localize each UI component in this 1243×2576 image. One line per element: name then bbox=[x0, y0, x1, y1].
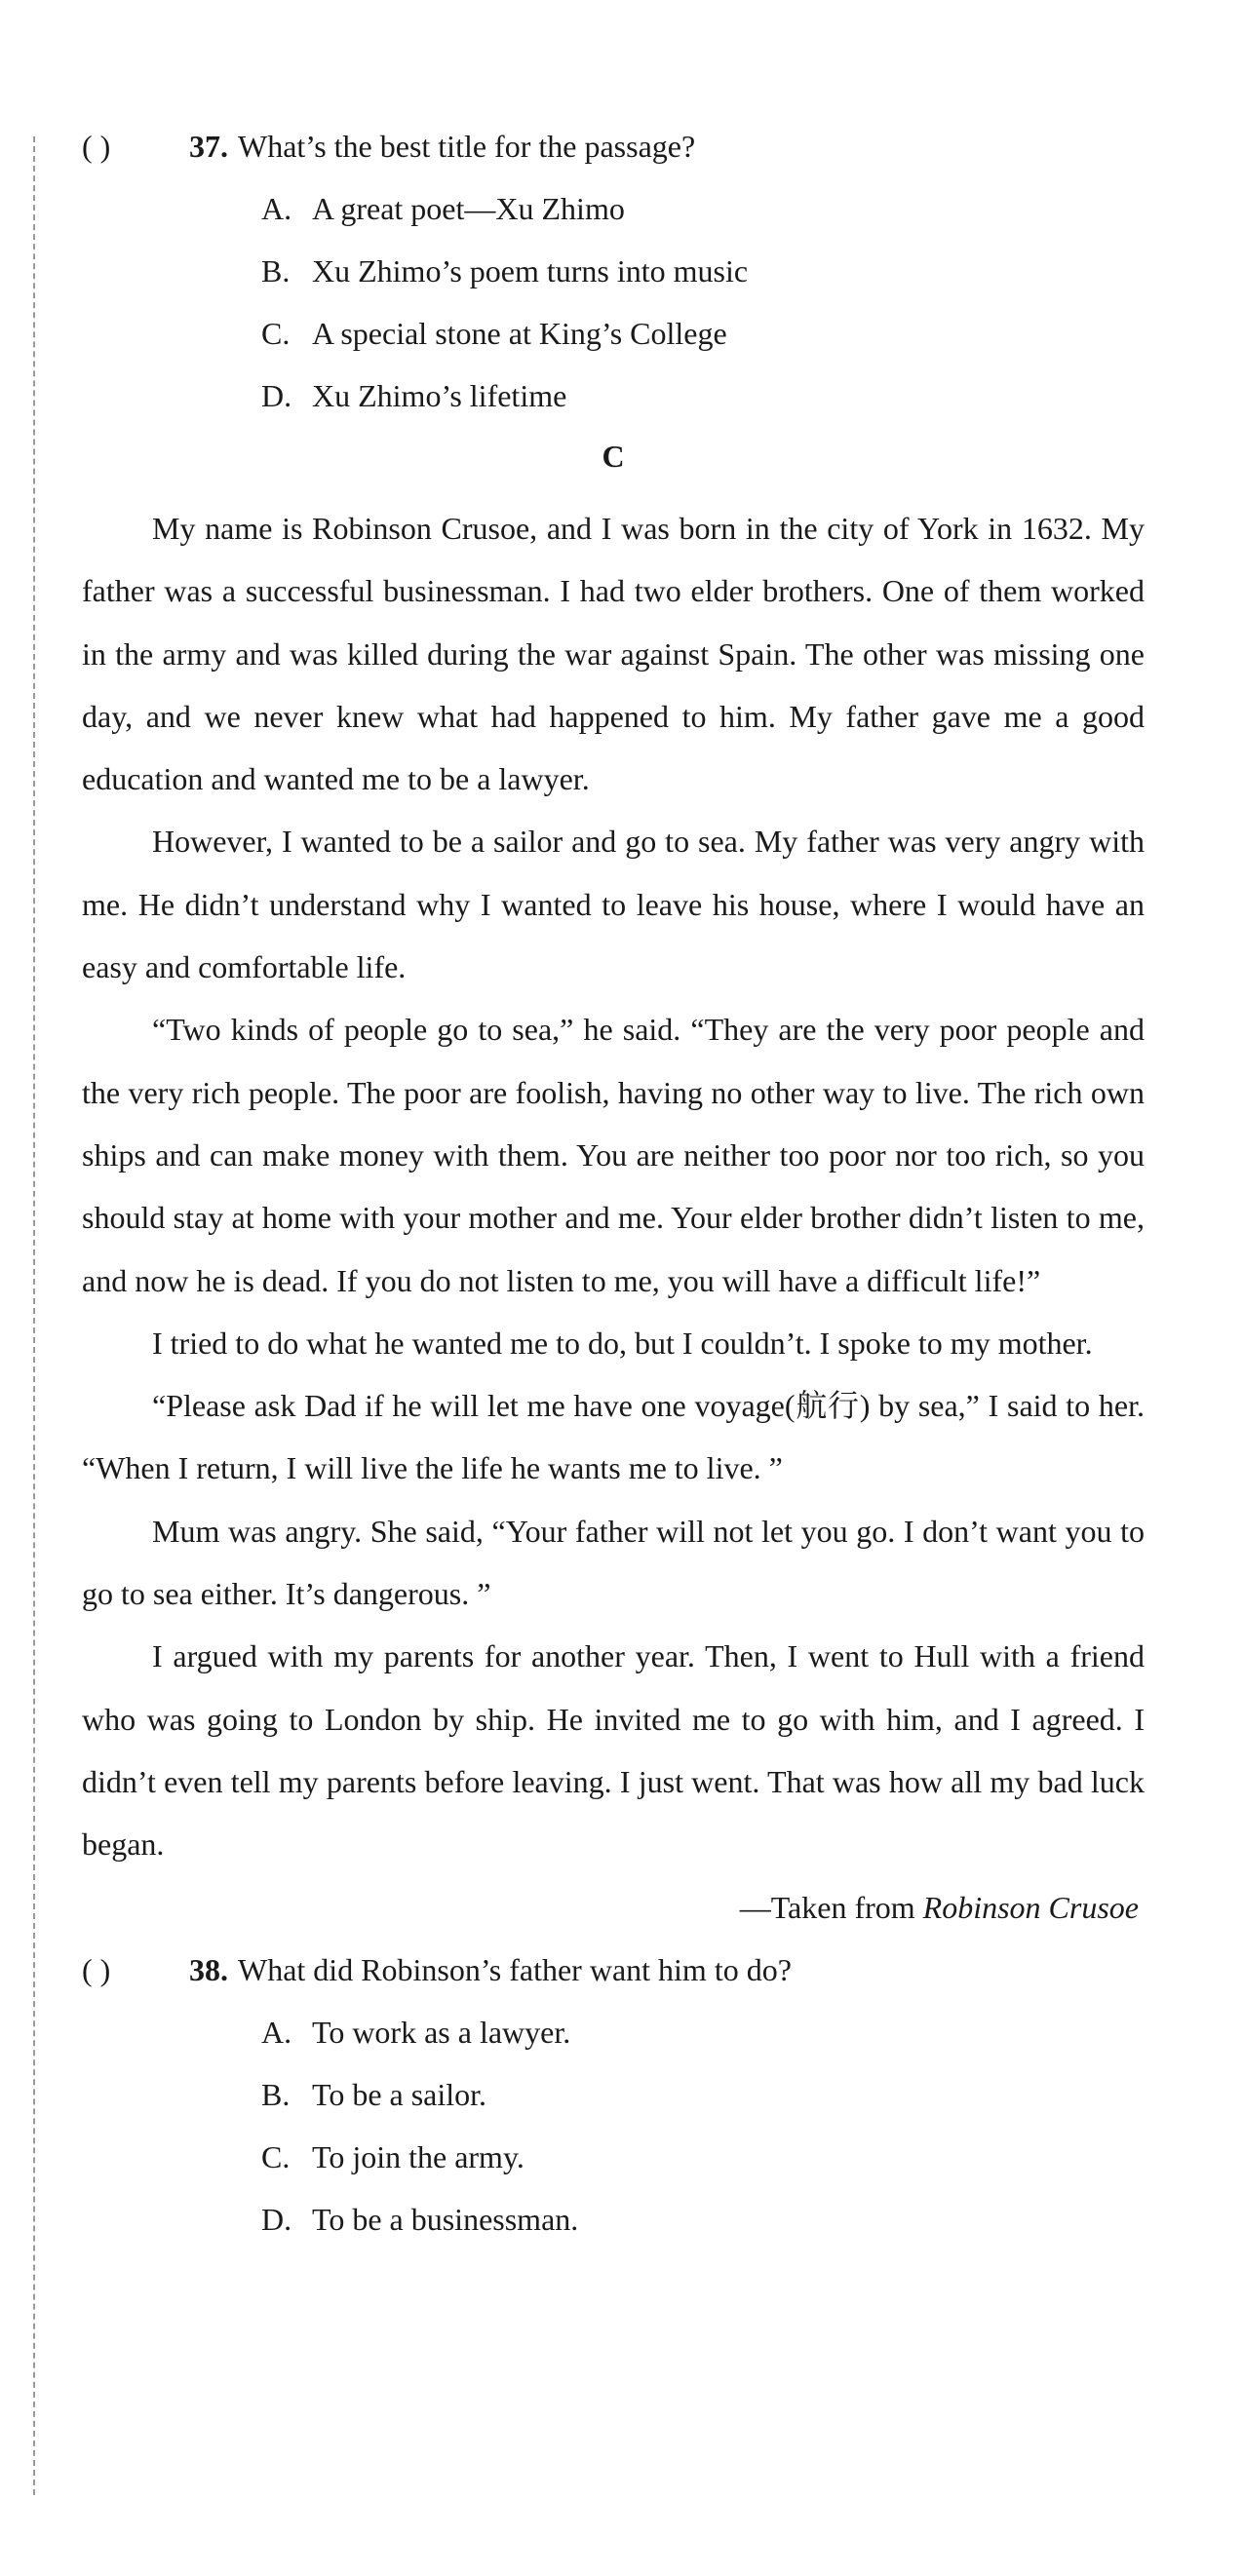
question-text-37: What’s the best title for the passage? bbox=[238, 129, 696, 164]
option-text: To join the army. bbox=[312, 2138, 524, 2174]
source-book-title: Robinson Crusoe bbox=[922, 1889, 1139, 1925]
question-number-38: 38. bbox=[189, 1951, 228, 1987]
source-prefix: —Taken from bbox=[739, 1889, 923, 1925]
option-text: To work as a lawyer. bbox=[312, 2014, 571, 2050]
option-letter: D. bbox=[261, 378, 292, 413]
option-37-a bbox=[261, 189, 1145, 228]
option-38-d bbox=[261, 2200, 1145, 2239]
answer-blank-37[interactable]: ( ) bbox=[82, 129, 111, 164]
passage-paragraph-4: I tried to do what he wanted me to do, but I couldn’t. I spoke to my mother. bbox=[152, 1325, 1093, 1361]
question-37 bbox=[82, 127, 1145, 166]
passage-paragraph-1: My name is Robinson Crusoe, and I was born in the city of York in 1632. My father was a successful businessman. I had two elder brothers. One of them worked in the army and was killed during the war against Spain. The other was missing one day, and we never knew what had happened to him. My father gave me a good education and wanted me to be a lawyer. bbox=[82, 511, 1145, 797]
question-number-37: 37. bbox=[189, 129, 228, 164]
question-38 bbox=[82, 1950, 1145, 1989]
option-letter: B. bbox=[261, 2076, 291, 2112]
option-text: To be a businessman. bbox=[312, 2201, 579, 2237]
option-letter: C. bbox=[261, 316, 291, 351]
option-letter: C. bbox=[261, 2138, 291, 2174]
reading-passage bbox=[82, 497, 1145, 1876]
passage-paragraph-2: However, I wanted to be a sailor and go to sea. My father was very angry with me. He didn’t understand why I wanted to leave his house, where I would have an easy and comfortable life. bbox=[82, 824, 1145, 985]
option-letter: D. bbox=[261, 2201, 292, 2237]
option-37-d bbox=[261, 376, 1145, 415]
option-37-b bbox=[261, 251, 1145, 290]
option-letter: A. bbox=[261, 2014, 292, 2050]
option-text: A great poet—Xu Zhimo bbox=[312, 191, 625, 226]
option-text: A special stone at King’s College bbox=[312, 316, 727, 351]
passage-paragraph-7: I argued with my parents for another year. Then, I went to Hull with a friend who was going to London by ship. He invited me to go with him, and I agreed. I didn’t even tell my parents before leaving. I just went. That was how all my bad luck began. bbox=[82, 1638, 1145, 1863]
option-letter: B. bbox=[261, 253, 291, 288]
option-text: Xu Zhimo’s lifetime bbox=[312, 378, 567, 413]
option-text: Xu Zhimo’s poem turns into music bbox=[312, 253, 749, 288]
option-38-a bbox=[261, 2013, 1145, 2052]
passage-paragraph-5: “Please ask Dad if he will let me have one voyage(航行) by sea,” I said to her. “When I return, I will live the life he wants me to live. ” bbox=[82, 1388, 1145, 1486]
binding-dashed-line bbox=[33, 136, 35, 2495]
option-38-b bbox=[261, 2075, 1145, 2114]
options-37 bbox=[82, 189, 1145, 415]
passage-paragraph-3: “Two kinds of people go to sea,” he said. “They are the very poor people and the very rich people. The poor are foolish, having no other way to live. The rich own ships and can make money with them. You are neither too poor nor too rich, so you should stay at home with your mother and me. Your elder brother didn’t listen to me, and now he is dead. If you do not listen to me, you will have a difficult life!” bbox=[82, 1012, 1145, 1298]
option-37-c bbox=[261, 314, 1145, 353]
worksheet-page bbox=[82, 127, 1145, 2239]
section-title: C bbox=[602, 439, 625, 474]
passage-source bbox=[82, 1876, 1145, 1939]
options-38 bbox=[82, 2013, 1145, 2239]
answer-blank-38[interactable]: ( ) bbox=[82, 1951, 111, 1987]
option-text: To be a sailor. bbox=[312, 2076, 487, 2112]
option-letter: A. bbox=[261, 191, 292, 226]
option-38-c bbox=[261, 2137, 1145, 2176]
passage-paragraph-6: Mum was angry. She said, “Your father will not let you go. I don’t want you to go to sea either. It’s dangerous. ” bbox=[82, 1513, 1145, 1612]
question-text-38: What did Robinson’s father want him to do? bbox=[238, 1951, 792, 1987]
